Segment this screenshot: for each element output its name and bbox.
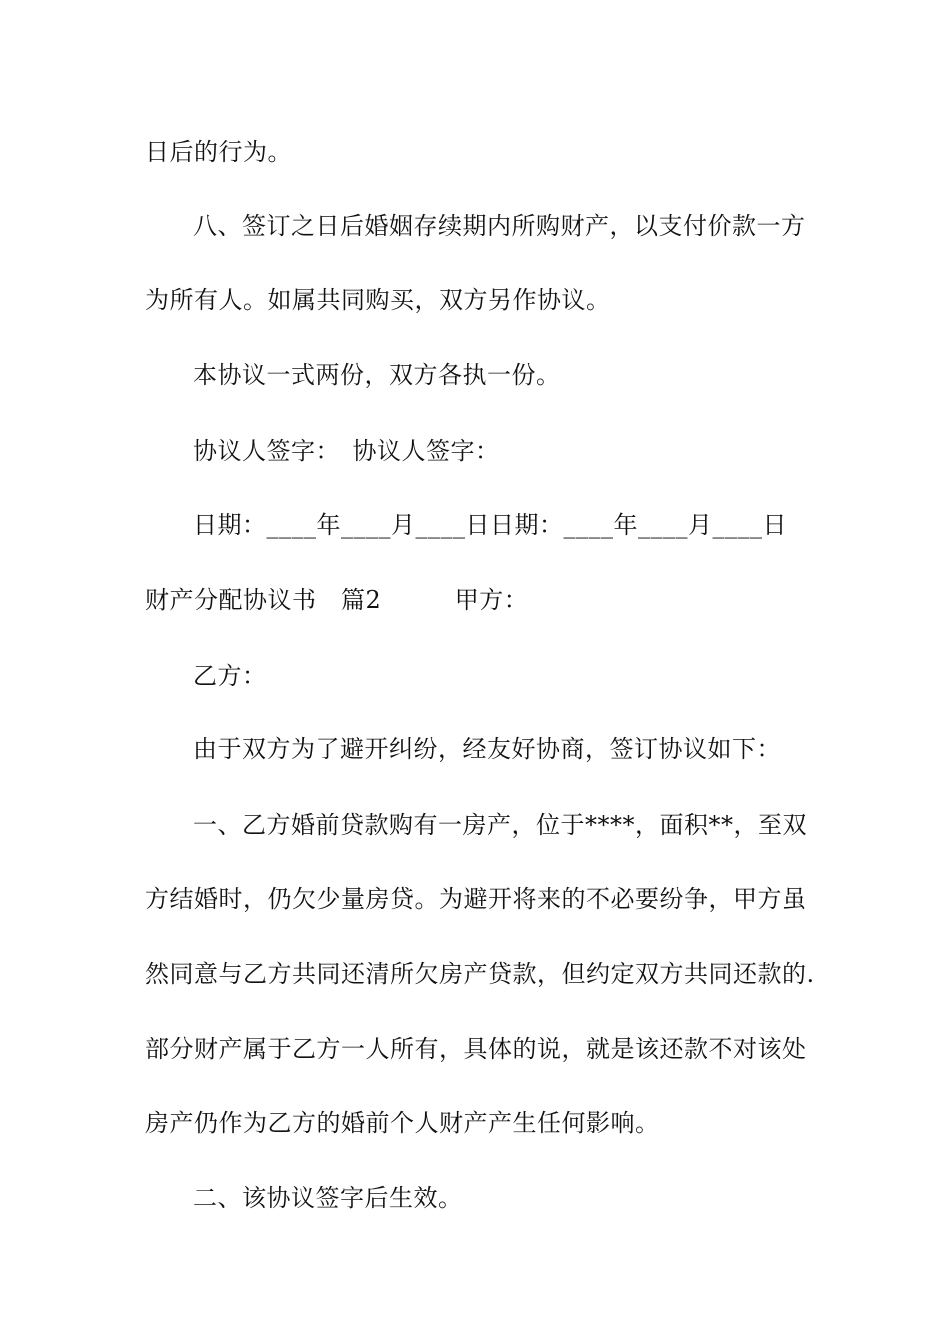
- paragraph-line: 方结婚时，仍欠少量房贷。为避开将来的不必要纷争，甲方虽: [145, 885, 807, 913]
- party-line: 乙方：: [193, 662, 267, 690]
- section-heading: 财产分配协议书 篇2 甲方：: [145, 586, 529, 614]
- paragraph-line: 然同意与乙方共同还清所欠房产贷款，但约定双方共同还款的.: [145, 960, 815, 988]
- paragraph-line: 由于双方为了避开纠纷，经友好协商，签订协议如下：: [193, 735, 781, 763]
- date-line: 日期：____年____月____日日期：____年____月____日: [193, 511, 787, 539]
- paragraph-line: 为所有人。如属共同购买，双方另作协议。: [145, 286, 611, 314]
- signature-line: 协议人签字： 协议人签字：: [193, 437, 500, 465]
- paragraph-line: 本协议一式两份，双方各执一份。: [193, 361, 561, 389]
- paragraph-line: 一、乙方婚前贷款购有一房产，位于****，面积**，至双: [193, 811, 807, 839]
- paragraph-line: 日后的行为。: [145, 138, 292, 166]
- paragraph-line: 二、该协议签字后生效。: [193, 1184, 463, 1212]
- paragraph-line: 八、签订之日后婚姻存续期内所购财产，以支付价款一方: [193, 212, 806, 240]
- paragraph-line: 部分财产属于乙方一人所有，具体的说，就是该还款不对该处: [145, 1035, 807, 1063]
- paragraph-line: 房产仍作为乙方的婚前个人财产产生任何影响。: [145, 1109, 660, 1137]
